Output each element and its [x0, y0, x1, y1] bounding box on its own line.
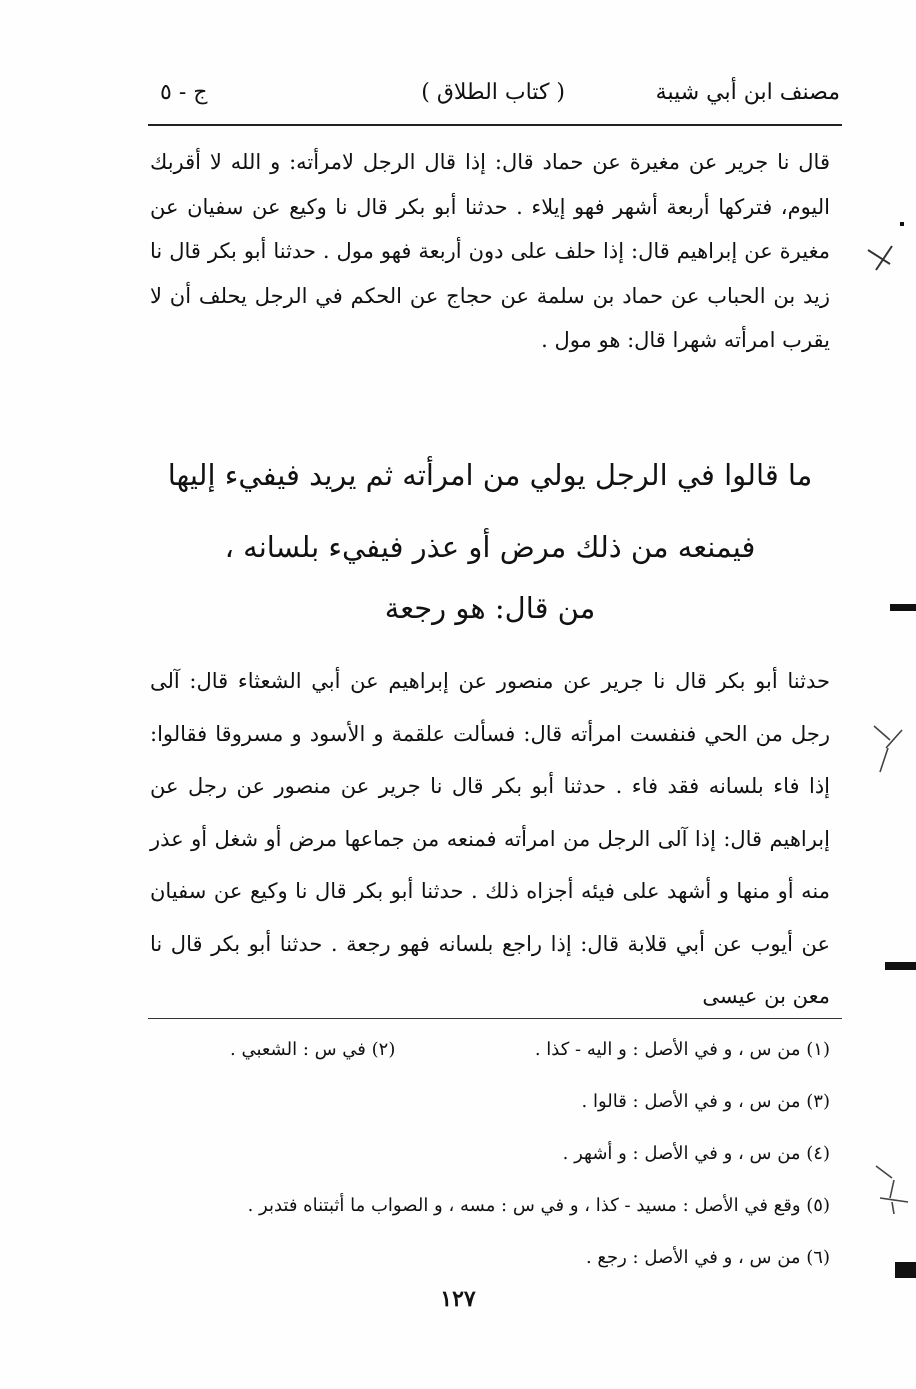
- footnote-row: [150, 1186, 830, 1238]
- footnote-row: [150, 1082, 830, 1134]
- footnote-6: (٦) من س ، و في الأصل : رجع .: [585, 1247, 830, 1268]
- footnote-4: (٤) من س ، و في الأصل : و أشهر .: [562, 1143, 830, 1164]
- margin-pen-mark: [862, 240, 902, 280]
- footnote-5: (٥) وقع في الأصل : مسيد - كذا ، و في س : مسه ، و الصواب ما أثبتناه فتدبر .: [247, 1195, 830, 1216]
- chapter-title-line-3: من قال: هو رجعة: [384, 591, 596, 625]
- chapter-title-line-1: ما قالوا في الرجل يولي من امرأته ثم يريد فيفيء إليها: [167, 458, 813, 492]
- paragraph-2: حدثنا أبو بكر قال نا جرير عن منصور عن إبراهيم عن أبي الشعثاء قال: آلى رجل من الحي فنفست امرأته قال: فسألت علقمة و الأسود و مسروقا فقالوا: إذا فاء بلسانه فقد فاء . حدثنا أبو بكر قال نا جرير عن منصور عن رجل عن إبراهيم قال: إذا آلى الرجل من امرأته فمنعه من جماعها مرض أو شغل أو عذر منه أو منها و أشهد على فيئه أجزاه ذلك . حدثنا أبو بكر قال نا وكيع عن سفيان عن أيوب عن أبي قلابة قال: إذا راجع بلسانه فهو رجعة . حدثنا أبو بكر قال نا معن بن عيسى: [150, 669, 830, 1008]
- footnote-1: (١) من س ، و في الأصل : و اليه - كذا .: [534, 1039, 830, 1060]
- page-number: ١٢٧: [440, 1286, 476, 1312]
- chapter-title-line-2: فيمنعه من ذلك مرض أو عذر فيفيء بلسانه ،: [224, 530, 756, 564]
- scan-edge-mark: [885, 962, 916, 970]
- footnote-row: [150, 1238, 830, 1290]
- footnote-3: (٣) من س ، و في الأصل : قالوا .: [581, 1091, 830, 1112]
- header-rule: [148, 124, 842, 126]
- scan-edge-mark: [890, 604, 916, 611]
- volume-label: ج - ٥: [160, 80, 208, 105]
- scan-speck: [900, 222, 904, 226]
- book-title: مصنف ابن أبي شيبة: [655, 80, 840, 105]
- footnote-row: [150, 1134, 830, 1186]
- scan-edge-mark: [895, 1262, 916, 1278]
- section-title: ( كتاب الطلاق ): [421, 80, 565, 105]
- margin-pen-mark: [866, 718, 906, 778]
- margin-pen-mark: [870, 1158, 914, 1218]
- paragraph-1: قال نا جرير عن مغيرة عن حماد قال: إذا قال الرجل لامرأته: و الله لا أقربك اليوم، فتركها أربعة أشهر فهو إيلاء . حدثنا أبو بكر قال نا وكيع عن سفيان عن مغيرة عن إبراهيم قال: إذا حلف على دون أربعة فهو مول . حدثنا أبو بكر قال نا زيد بن الحباب عن حماد بن سلمة عن حجاج عن الحكم في الرجل يحلف أن لا يقرب امرأته شهرا قال: هو مول .: [150, 150, 830, 352]
- footnote-rule: [148, 1018, 842, 1019]
- footnote-row: [150, 1030, 830, 1082]
- running-header: [150, 80, 840, 120]
- footnotes: [150, 1030, 830, 1290]
- footnote-2: (٢) في س : الشعبي .: [230, 1039, 396, 1060]
